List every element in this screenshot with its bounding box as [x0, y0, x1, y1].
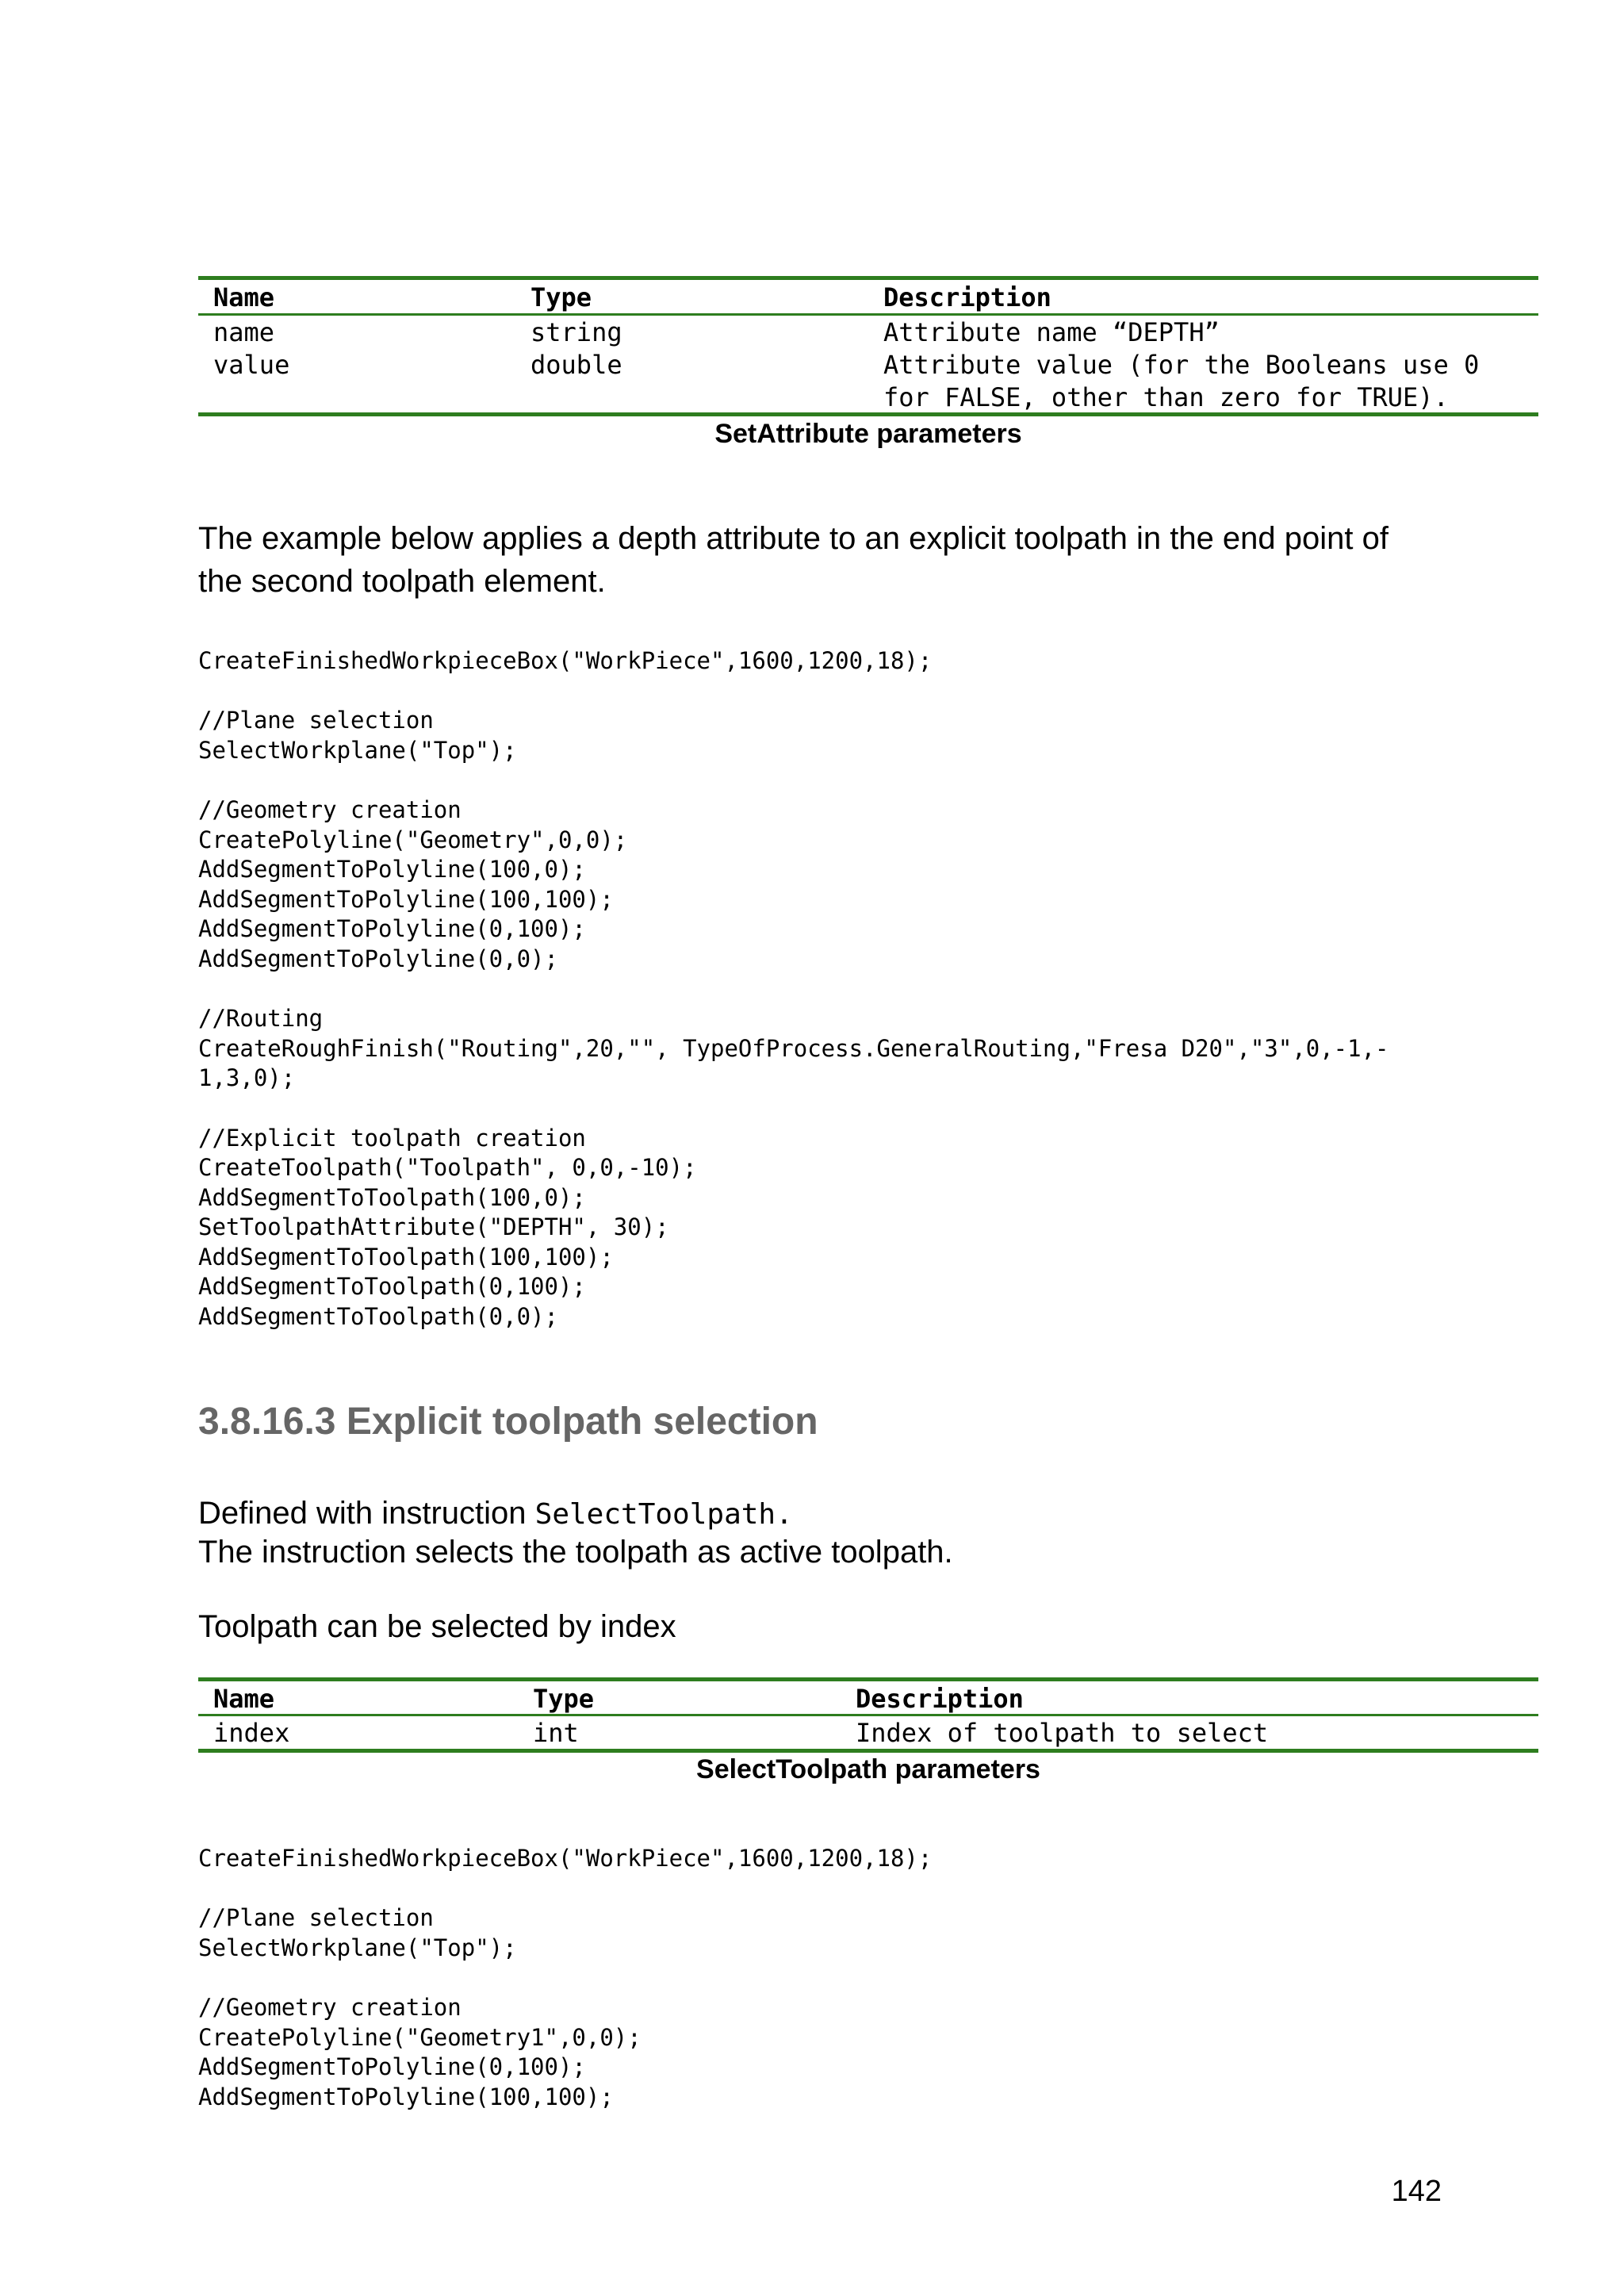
table-cell-name: index — [213, 1718, 290, 1748]
column-header-type: Type — [530, 282, 592, 312]
table-cell-type: string — [530, 317, 622, 347]
table-header-rule — [198, 313, 1538, 316]
table-bottom-rule — [198, 412, 1538, 416]
table-cell-type: double — [530, 350, 622, 380]
column-header-name: Name — [213, 1684, 275, 1714]
table-top-rule — [198, 1677, 1538, 1681]
table-cell-description: Attribute value (for the Booleans use 0 for FALSE, other than zero for TRUE). — [883, 350, 1480, 412]
table-caption: SetAttribute parameters — [714, 419, 1022, 449]
column-header-description: Description — [856, 1684, 1024, 1714]
column-header-description: Description — [883, 282, 1051, 312]
code-example-setattribute: CreateFinishedWorkpieceBox("WorkPiece",1600,1200,18); //Plane selection SelectWorkplane("Top"); //Geometry creation CreatePolyline("Geometry",0,0); AddSegmentToPolyline(100,0); AddSegmentToPolyline(100,100); AddSegmentToPolyline(0,100); AddSegmentToPolyline(0,0); //Routing CreateRoughFinish("Routing",20,"", TypeOfProcess.GeneralRouting,"Fresa D20","3",0,-1,- 1,3,0); //Explicit toolpath creation CreateToolpath("Toolpath", 0,0,-10); AddSegmentToToolpath(100,0); SetToolpathAttribute("DEPTH", 30); AddSegmentToToolpath(100,100); AddSegmentToToolpath(0,100); AddSegmentToToolpath(0,0); — [198, 647, 1389, 1331]
table-cell-description: Attribute name “DEPTH” — [883, 317, 1220, 347]
table-cell-name: value — [213, 350, 290, 380]
table-cell-description: Index of toolpath to select — [856, 1718, 1269, 1748]
selecttoolpath-definition-paragraph — [198, 1492, 793, 1536]
page-number: 142 — [1391, 2175, 1442, 2208]
column-header-name: Name — [213, 282, 275, 312]
selecttoolpath-parameters-table — [198, 1677, 1538, 1796]
table-bottom-rule — [198, 1749, 1538, 1753]
example-description-paragraph: The example below applies a depth attribute to an explicit toolpath in the end point of the second toolpath element. — [198, 521, 1388, 599]
definition-text: Defined with instruction — [198, 1496, 535, 1531]
section-heading: 3.8.16.3 Explicit toolpath selection — [198, 1401, 818, 1443]
code-example-selecttoolpath: CreateFinishedWorkpieceBox("WorkPiece",1600,1200,18); //Plane selection SelectWorkplane("Top"); //Geometry creation CreatePolyline("Geometry1",0,0); AddSegmentToPolyline(0,100); AddSegmentToPolyline(100,100); — [198, 1845, 933, 2110]
setattribute-parameters-table — [198, 274, 1538, 454]
column-header-type: Type — [533, 1684, 595, 1714]
table-cell-name: name — [213, 317, 275, 347]
table-top-rule — [198, 276, 1538, 280]
table-cell-type: int — [533, 1718, 579, 1748]
selecttoolpath-purpose-line: The instruction selects the toolpath as active toolpath. — [198, 1535, 953, 1570]
table-header-rule — [198, 1714, 1538, 1716]
inline-code-selecttoolpath: SelectToolpath. — [534, 1498, 793, 1531]
selection-by-index-paragraph: Toolpath can be selected by index — [198, 1609, 676, 1644]
table-caption: SelectToolpath parameters — [696, 1754, 1040, 1784]
